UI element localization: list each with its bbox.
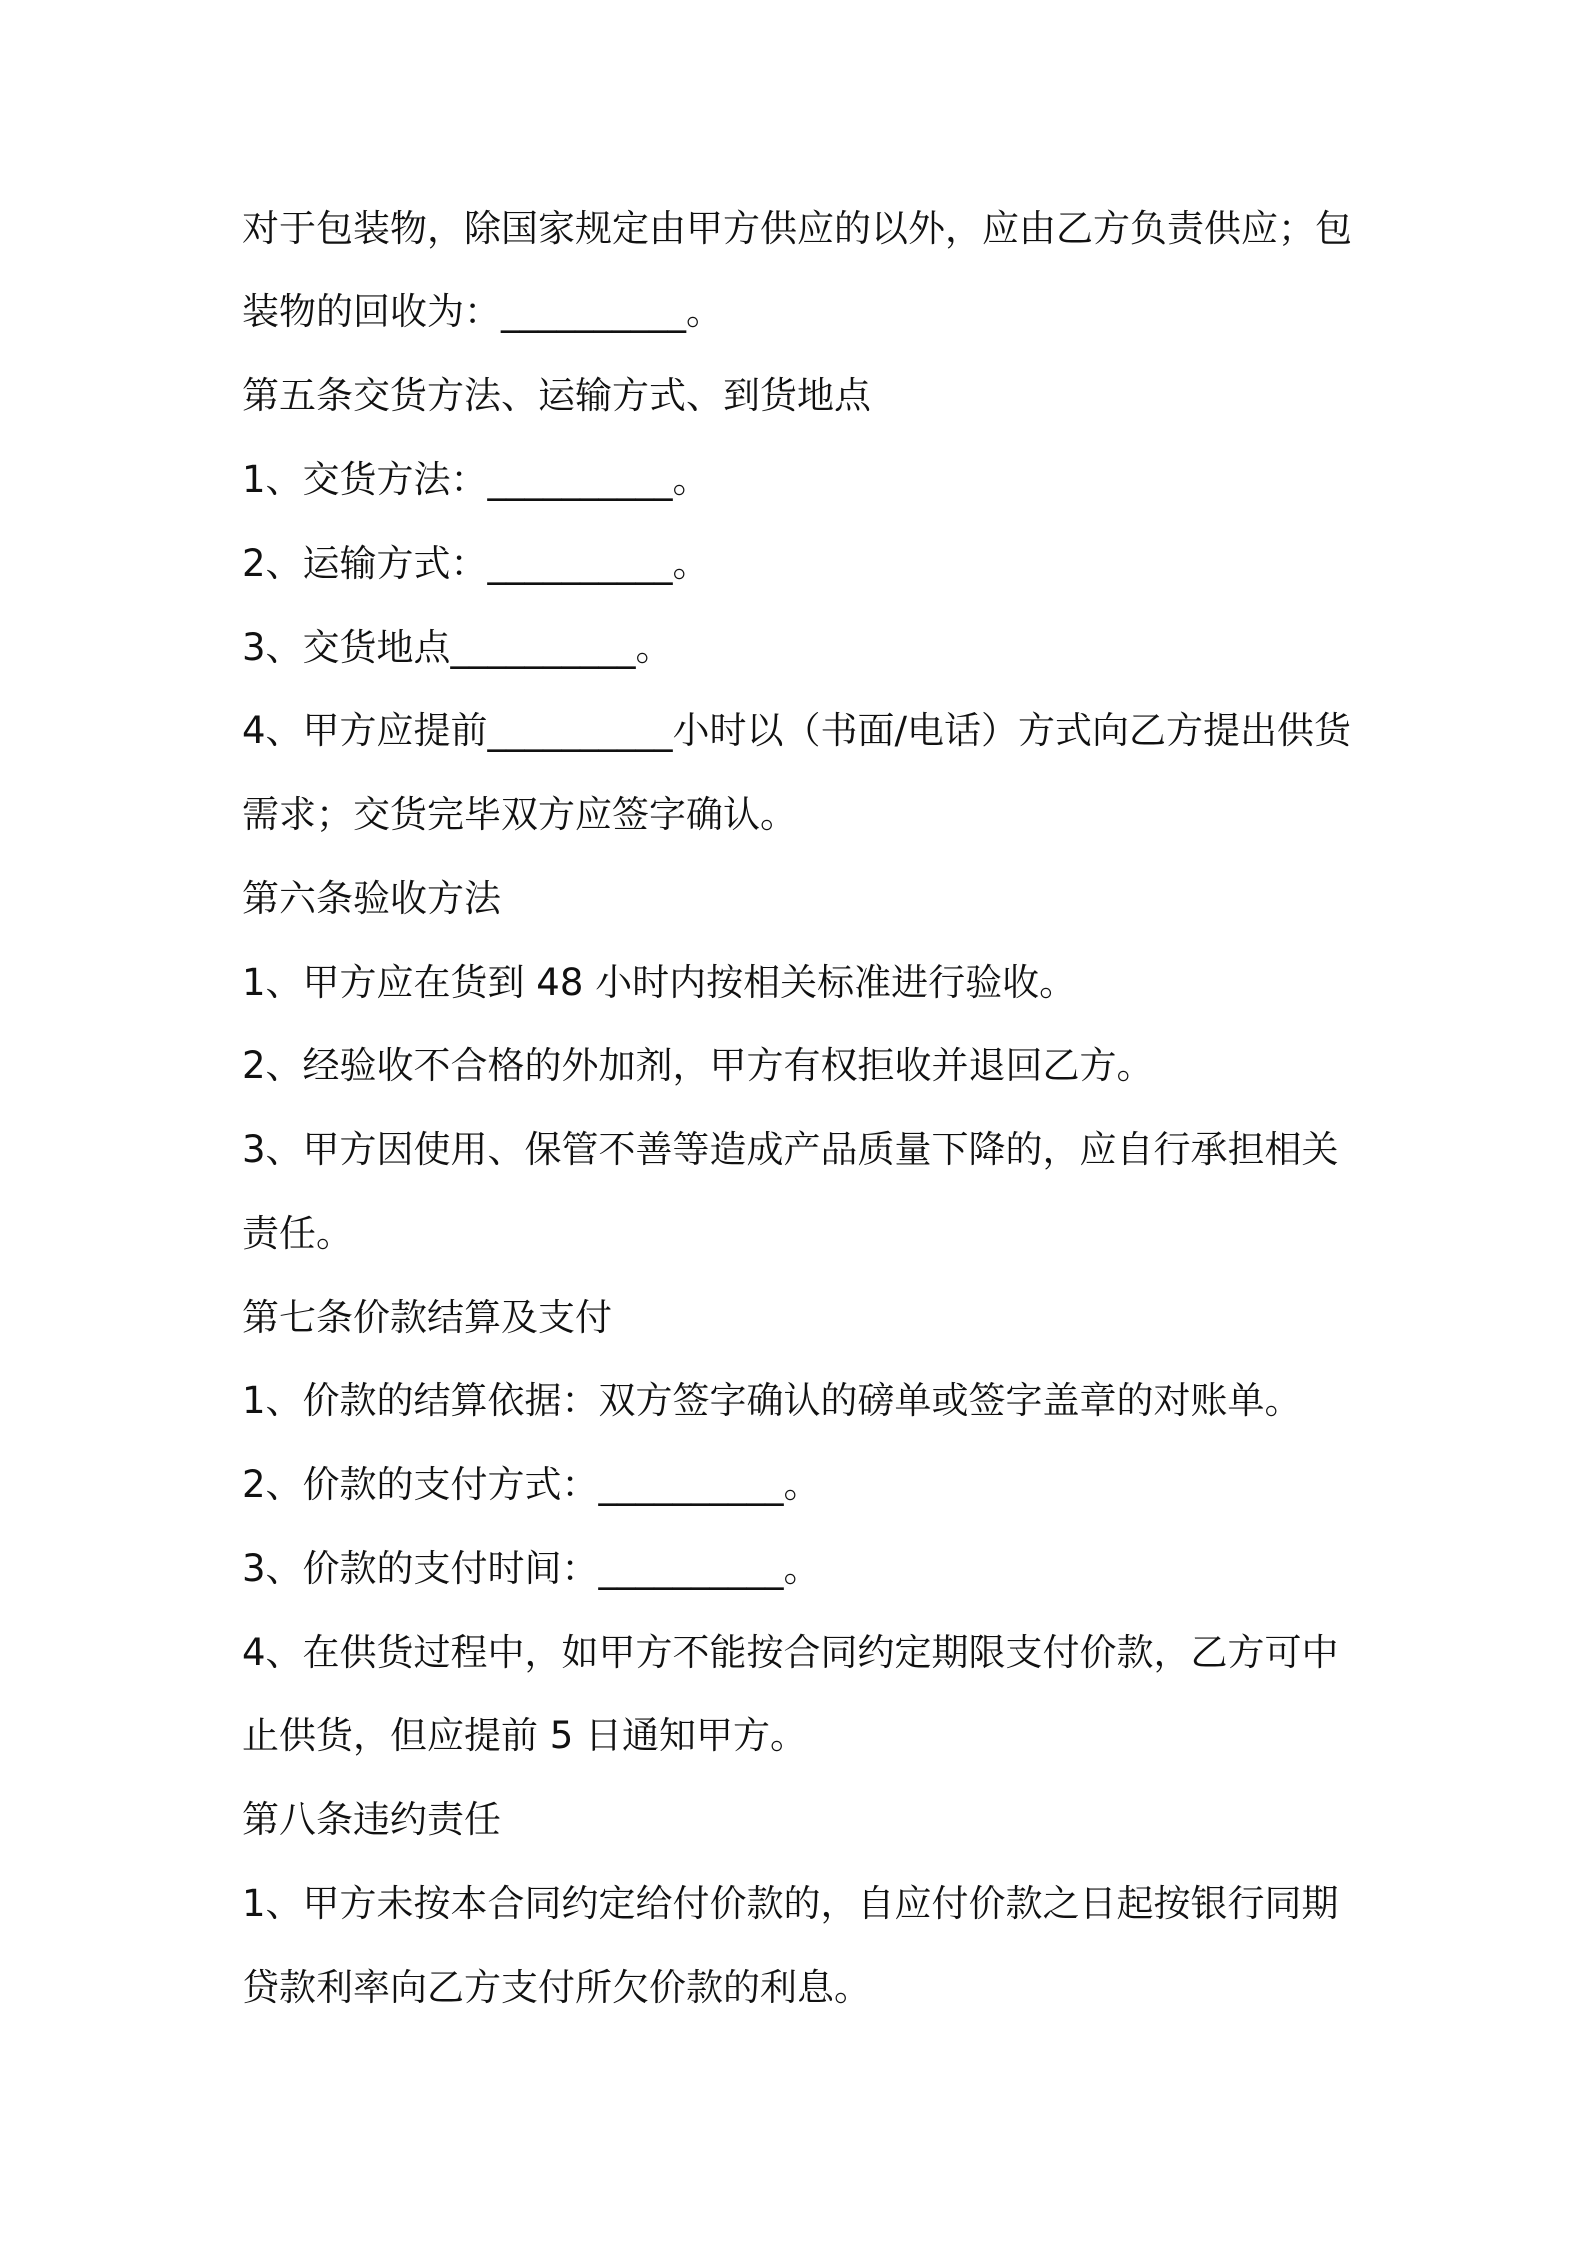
article-8-item-1-line-1: 1、甲方未按本合同约定给付价款的，自应付价款之日起按银行同期 — [242, 1882, 1339, 1925]
article-7-item-4-line-2: 止供货，但应提前 5 日通知甲方。 — [242, 1714, 808, 1757]
article-7-item-4-line-1: 4、在供货过程中，如甲方不能按合同约定期限支付价款，乙方可中 — [242, 1631, 1339, 1674]
article-5-item-1: 1、交货方法：__________。 — [242, 458, 710, 501]
article-8-heading: 第八条违约责任 — [242, 1798, 501, 1841]
article-7-item-3: 3、价款的支付时间：__________。 — [242, 1547, 821, 1590]
article-7-heading: 第七条价款结算及支付 — [242, 1296, 612, 1339]
paragraph-packaging-line-1: 对于包装物，除国家规定由甲方供应的以外，应由乙方负责供应；包 — [242, 207, 1352, 250]
article-5-item-3: 3、交货地点__________。 — [242, 626, 673, 669]
article-6-item-3-line-2: 责任。 — [242, 1212, 353, 1255]
article-7-item-1: 1、价款的结算依据：双方签字确认的磅单或签字盖章的对账单。 — [242, 1379, 1302, 1422]
article-6-item-1: 1、甲方应在货到 48 小时内按相关标准进行验收。 — [242, 961, 1077, 1004]
paragraph-packaging-line-2: 装物的回收为：__________。 — [242, 290, 723, 333]
article-7-item-2: 2、价款的支付方式：__________。 — [242, 1463, 821, 1506]
article-6-item-3-line-1: 3、甲方因使用、保管不善等造成产品质量下降的，应自行承担相关 — [242, 1128, 1339, 1171]
article-5-heading: 第五条交货方法、运输方式、到货地点 — [242, 374, 871, 417]
article-6-heading: 第六条验收方法 — [242, 877, 501, 920]
article-5-item-4-line-1: 4、甲方应提前__________小时以（书面/电话）方式向乙方提出供货 — [242, 709, 1352, 752]
article-8-item-1-line-2: 贷款利率向乙方支付所欠价款的利息。 — [242, 1966, 871, 2009]
article-5-item-4-line-2: 需求；交货完毕双方应签字确认。 — [242, 793, 797, 836]
article-5-item-2: 2、运输方式：__________。 — [242, 542, 710, 585]
article-6-item-2: 2、经验收不合格的外加剂，甲方有权拒收并退回乙方。 — [242, 1044, 1154, 1087]
